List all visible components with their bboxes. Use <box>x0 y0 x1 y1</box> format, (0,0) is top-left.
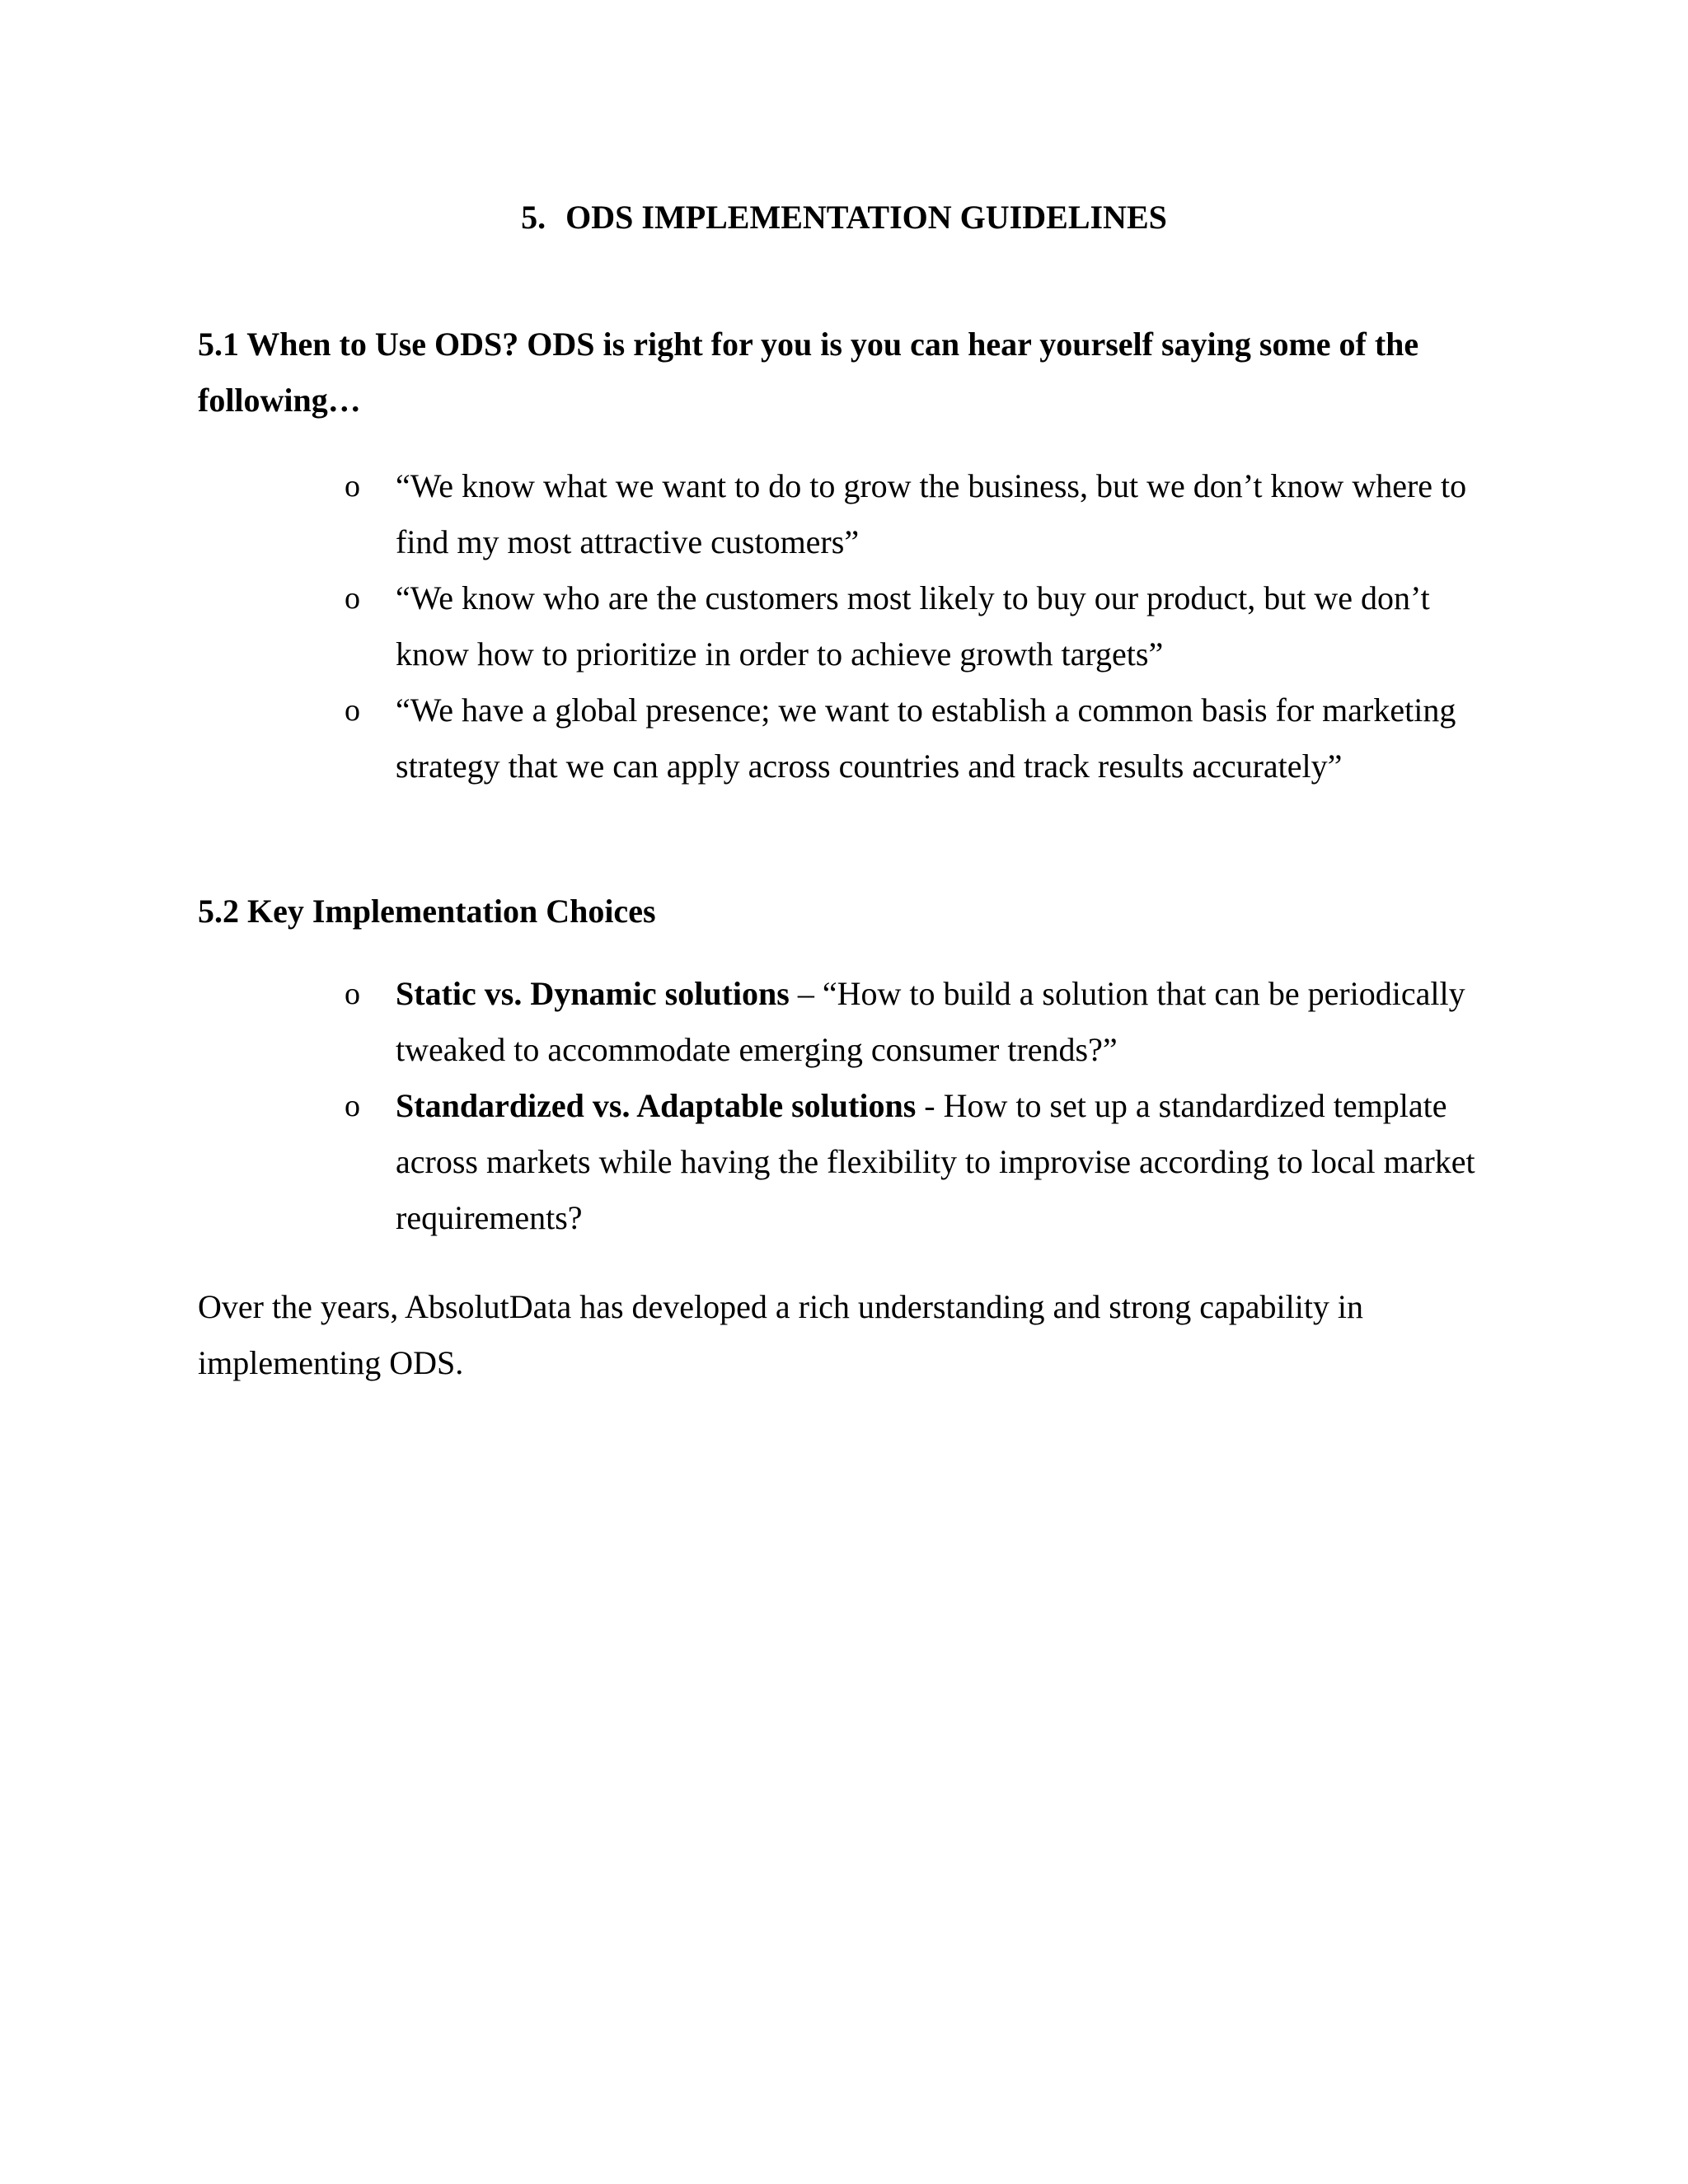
list-item-text: “We know who are the customers most likely to buy our product, but we don’t know how to prioritize in order to achieve growth targets” <box>396 579 1430 673</box>
list-item-text: “We know what we want to do to grow the business, but we don’t know where to find my most attractive customers” <box>396 467 1467 560</box>
section-number: 5. <box>521 199 546 236</box>
bullet-circle-icon: o <box>345 581 360 616</box>
list-item <box>0 570 1484 682</box>
section-title <box>0 196 1688 239</box>
bullet-circle-icon: o <box>345 469 360 504</box>
list-item-bold-term: Standardized vs. Adaptable solutions <box>396 1087 917 1124</box>
list-item <box>0 966 1484 1078</box>
list-item <box>0 1078 1484 1246</box>
list-item-bold-term: Static vs. Dynamic solutions <box>396 975 790 1012</box>
bullet-list-5-2 <box>0 966 1688 1246</box>
list-item-text: – “How to build a solution that can be periodically tweaked to accommodate emerging consumer trends?” <box>396 975 1465 1068</box>
bullet-list-5-1 <box>0 458 1688 794</box>
list-item <box>0 458 1484 570</box>
list-item <box>0 682 1484 794</box>
list-item-text: “We have a global presence; we want to establish a common basis for marketing strategy that we can apply across countries and track results accurately” <box>396 691 1456 785</box>
bullet-circle-icon: o <box>345 977 360 1011</box>
subsection-heading-5-2: 5.2 Key Implementation Choices <box>198 893 656 930</box>
section-title-text: ODS IMPLEMENTATION GUIDELINES <box>565 199 1167 236</box>
subsection-heading-5-1: 5.1 When to Use ODS? ODS is right for you is you can hear yourself saying some of the following… <box>198 326 1419 419</box>
bullet-circle-icon: o <box>345 693 360 728</box>
closing-paragraph: Over the years, AbsolutData has developed a rich understanding and strong capability in implementing ODS. <box>198 1288 1364 1381</box>
list-item-text: - How to set up a standardized template across markets while having the flexibility to improvise according to local market requirements? <box>396 1087 1475 1236</box>
bullet-circle-icon: o <box>345 1089 360 1123</box>
